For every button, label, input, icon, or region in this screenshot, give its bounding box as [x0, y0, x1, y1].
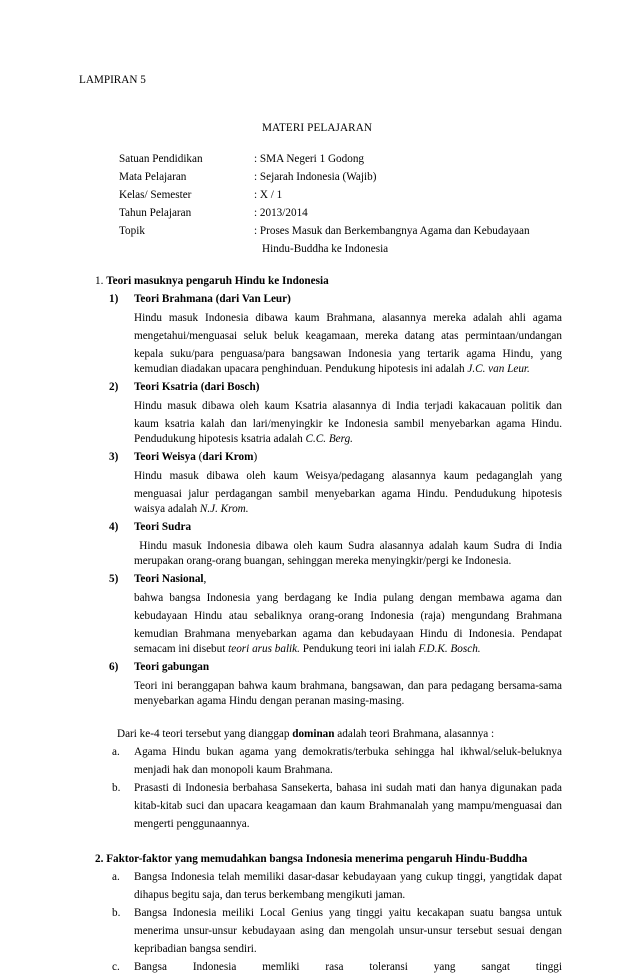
meta-label: Satuan Pendidikan: [119, 153, 203, 165]
paragraph-line: kemudian Brahmana menyebarkan agama dan kebudayaan Hindu di Indonesia. Pendapat: [134, 628, 562, 640]
theory-number: 5): [109, 573, 119, 585]
paragraph-line: Hindu masuk dibawa oleh kaum Weisya/pedagang alasannya kaum pedaganglah yang: [134, 470, 562, 482]
list-letter: b.: [112, 782, 121, 794]
text-span: Pendudukung hipotesis ksatria adalah: [134, 433, 306, 445]
author-name: N.J. Krom.: [199, 503, 249, 515]
paragraph-line: Hindu masuk dibawa oleh kaum Ksatria alasannya di India terjadi kakacauan politik dan: [134, 400, 562, 412]
paragraph-line: Bangsa Indonesia telah memiliki dasar-dasar kebudayaan yang cukup tinggi, yangtidak dapat: [134, 871, 562, 883]
paragraph-line: [134, 503, 249, 515]
term: teori arus balik.: [228, 643, 300, 655]
paragraph-line: menerima unsur-unsur kebudayaan asing dan mengolah unsur-unsur tersebut sesuai dengan: [134, 925, 562, 937]
theory-title: Teori gabungan: [134, 661, 210, 673]
theory-title: [134, 573, 206, 585]
text-span: adalah teori Brahmana, alasannya :: [334, 728, 495, 740]
paragraph-line: [134, 643, 481, 655]
list-letter: b.: [112, 907, 121, 919]
section-sep: .: [100, 275, 107, 287]
text-span: semacam ini disebut: [134, 643, 229, 655]
list-letter: c.: [112, 961, 120, 973]
theory-number: 4): [109, 521, 119, 533]
theory-title: Teori Sudra: [134, 521, 192, 533]
paragraph-line: menjadi hak dan monopoli kaum Brahmana.: [134, 764, 333, 776]
section-number: 1: [95, 275, 101, 287]
section-heading: [95, 275, 329, 287]
paragraph-line: kitab-kitab suci dan upacara keagamaan dan kaum Brahmanalah yang mampu/menguasai dan: [134, 800, 562, 812]
meta-value: : X / 1: [254, 189, 283, 201]
emphasis: dominan: [292, 728, 335, 740]
text-span: Dari ke-4 teori tersebut yang dianggap: [117, 728, 293, 740]
list-letter: a.: [112, 746, 120, 758]
paragraph-line: mengerti penggunaannya.: [134, 818, 250, 830]
paragraph-line: kepala suku/para penguasa/para bangsawan Indonesia yang tertarik agama Hindu, yang: [134, 348, 562, 360]
meta-value: : SMA Negeri 1 Godong: [254, 153, 365, 165]
theory-number: 3): [109, 451, 119, 463]
meta-value: : Proses Masuk dan Berkembangnya Agama dan Kebudayaan: [254, 225, 530, 237]
meta-label: Topik: [119, 225, 145, 237]
meta-label: Kelas/ Semester: [119, 189, 192, 201]
paragraph-line: Agama Hindu bukan agama yang demokratis/terbuka sehingga hal ikhwal/seluk-beluknya: [134, 746, 562, 758]
theory-number: 6): [109, 661, 119, 673]
author-name: C.C. Berg.: [305, 433, 353, 445]
text-span: ,: [203, 573, 207, 585]
section-title: Teori masuknya pengaruh Hindu ke Indonesia: [106, 275, 329, 287]
paragraph-line: dihapus begitu saja, dan terus berkembang mengikuti jaman.: [134, 889, 406, 901]
text-span: waisya adalah: [134, 503, 200, 515]
paragraph-line: merupakan orang-orang buangan, sehinggan mereka menyingkir/pergi ke Indonesia.: [134, 555, 512, 567]
text-span: Teori Nasional: [134, 573, 204, 585]
conclusion-line: [117, 728, 494, 740]
meta-value: : Sejarah Indonesia (Wajib): [254, 171, 377, 183]
paragraph-line: [134, 433, 353, 445]
paragraph-line: Bangsa Indonesia meiliki Local Genius yang tinggi yaitu kecakapan suatu bangsa untuk: [134, 907, 562, 919]
paragraph-line: Teori ini beranggapan bahwa kaum brahmana, bangsawan, dan para pedagang bersama-sama: [134, 680, 562, 692]
paragraph-line: kepribadian bangsa sendiri.: [134, 943, 257, 955]
meta-value: : 2013/2014: [254, 207, 308, 219]
paragraph-line: Bangsa Indonesia memliki rasa toleransi yang sangat tinggi: [134, 961, 562, 973]
paragraph-line: [134, 363, 530, 375]
text-span: (: [195, 451, 203, 463]
theory-number: 1): [109, 293, 119, 305]
paragraph-line: Prasasti di Indonesia berbahasa Sansekerta, bahasa ini sudah mati dan hanya digunakan pada: [134, 782, 562, 794]
text-span: dari Krom: [202, 451, 254, 463]
paragraph-line: bahwa bangsa Indonesia yang berdagang ke India pulang dengan membawa agama dan: [134, 592, 562, 604]
paragraph-line: kebudayaan Hindu atau sebaliknya orang-orang Indonesia (raja) mengundang Brahmana: [134, 610, 562, 622]
paragraph-line: menguasai jalur perdagangan sambil menyebarkan agama Hindu. Pendudukung hipotesis: [134, 488, 562, 500]
author-name: J.C. van Leur.: [467, 363, 530, 375]
text-span: kemudian diadakan upacara penghinduan. Pendukung hipotesis ini adalah: [134, 363, 468, 375]
paragraph-line: kaum ksatria kalah dan lari/menyingkir ke Indonesia sambil menyebarkan agama Hindu.: [134, 418, 562, 430]
section-heading: 2. Faktor-faktor yang memudahkan bangsa Indonesia menerima pengaruh Hindu-Buddha: [95, 853, 528, 865]
text-span: Teori Weisya: [134, 451, 196, 463]
list-letter: a.: [112, 871, 120, 883]
theory-title: Teori Ksatria (dari Bosch): [134, 381, 260, 393]
page-title: MATERI PELAJARAN: [262, 122, 373, 134]
paragraph-line: Hindu masuk Indonesia dibawa oleh kaum Sudra alasannya adalah kaum Sudra di India: [134, 540, 562, 552]
theory-number: 2): [109, 381, 119, 393]
author-name: F.D.K. Bosch.: [418, 643, 481, 655]
paragraph-line: menyebarkan agama Hindu dengan peranan masing-masing.: [134, 695, 405, 707]
paragraph-line: mengetahui/menguasai seluk beluk keagamaan, mereka datang atas permintaan/undangan: [134, 330, 562, 342]
paragraph-line: Hindu masuk Indonesia dibawa kaum Brahmana, alasannya mereka adalah ahli agama: [134, 312, 562, 324]
text-span: Pendukung teori ini ialah: [299, 643, 419, 655]
meta-label: Mata Pelajaran: [119, 171, 187, 183]
meta-label: Tahun Pelajaran: [119, 207, 192, 219]
meta-value: Hindu-Buddha ke Indonesia: [262, 243, 389, 255]
theory-title: [134, 451, 257, 463]
text-span: ): [253, 451, 258, 463]
appendix-label: LAMPIRAN 5: [79, 74, 146, 86]
theory-title: Teori Brahmana (dari Van Leur): [134, 293, 291, 305]
